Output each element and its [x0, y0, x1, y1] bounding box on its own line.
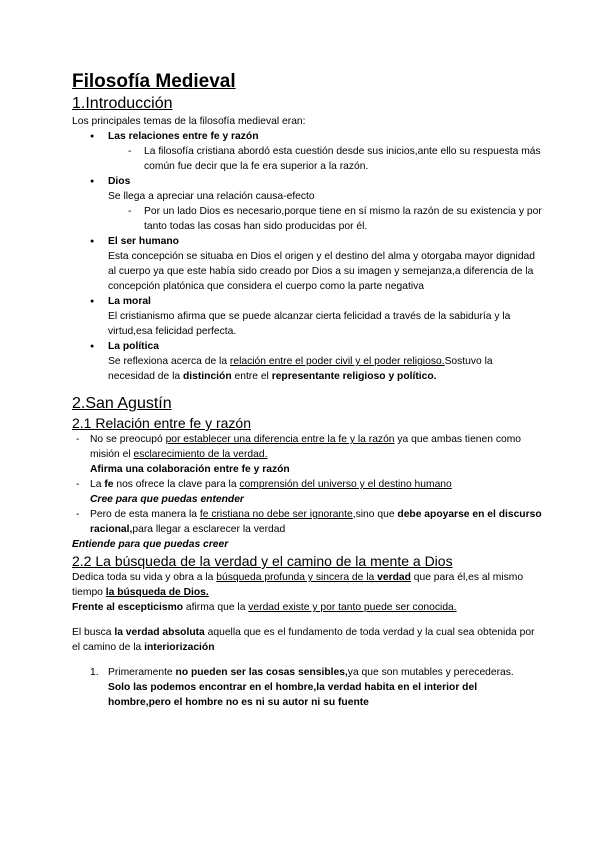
- bold-text: Frente al escepticismo: [72, 602, 184, 613]
- bold-text: debe apoyarse en el discurso racional,: [90, 509, 542, 535]
- text-run: ya que son mutables y perecederas.: [347, 667, 514, 678]
- paragraph: [72, 600, 542, 615]
- list-item: [72, 174, 542, 234]
- text-run: El busca: [72, 627, 115, 638]
- underlined-text: por establecer una diferencia entre la fe y la razón: [165, 434, 395, 445]
- list-item: [72, 432, 542, 477]
- list-item: [72, 129, 542, 174]
- underlined-text: verdad existe y por tanto puede ser conocida.: [248, 602, 457, 613]
- fe-razon-list: [72, 432, 542, 537]
- topic-label: El ser humano: [108, 236, 179, 247]
- bold-text: fe: [104, 479, 114, 490]
- topic-text: Se llega a apreciar una relación causa-efecto: [108, 191, 315, 202]
- topic-label: Dios: [108, 176, 131, 187]
- underlined-text: comprensión del universo y el destino humano: [239, 479, 452, 490]
- subsection-heading-fe-razon: 2.1 Relación entre fe y razón: [72, 415, 251, 431]
- text-run: para llegar a esclarecer la verdad: [132, 524, 286, 535]
- text-run: Primeramente: [108, 667, 176, 678]
- item-number: 1.: [90, 667, 99, 678]
- underlined-text: esclarecimiento de la verdad.: [133, 449, 268, 460]
- bold-text: la búsqueda de Dios.: [105, 587, 209, 598]
- numbered-item: [72, 665, 542, 710]
- page-title: Filosofía Medieval: [72, 71, 236, 92]
- text-run: La: [90, 479, 105, 490]
- topic-label: La política: [108, 341, 159, 352]
- topic-text: Esta concepción se situaba en Dios el origen y el destino del alma y otorgaba mayor dignidad al cuerpo ya que este había sido creado por Dios a su imagen y semejanza,a diferencia de la concepción platónica que considera el cuerpo como la parte negativa: [108, 251, 536, 292]
- bold-text: distinción: [183, 371, 232, 382]
- bold-italic-text: Cree para que puedas entender: [90, 494, 244, 505]
- section-heading-san-agustin: 2.San Agustín: [72, 395, 172, 412]
- text-run: No se preocupó: [90, 434, 166, 445]
- sub-item: - La filosofía cristiana abordó esta cuestión desde sus inicios,ante ello su respuesta más común fue decir que la fe era superior a la razón.: [108, 144, 542, 174]
- bold-text: verdad: [377, 572, 411, 583]
- document-page: [72, 70, 542, 710]
- sub-item: - Por un lado Dios es necesario,porque tiene en sí mismo la razón de su existencia y por tanto todas las cosas han sido producidas por él.: [108, 204, 542, 234]
- topic-text: [108, 354, 542, 384]
- list-item: [72, 234, 542, 294]
- topic-label: Las relaciones entre fe y razón: [108, 131, 259, 142]
- text-run: aquella que es el fundamento de toda verdad y la cual sea obtenida por el camino de la: [72, 627, 535, 653]
- text-run: nos ofrece la clave para la: [113, 479, 240, 490]
- text-run: ,sino que: [352, 509, 398, 520]
- text-run: que para él,es al mismo tiempo: [72, 572, 524, 598]
- text-run: Dedica toda su vida y obra a la: [72, 572, 217, 583]
- text-run: Pero de esta manera la: [90, 509, 200, 520]
- bold-text: interiorización: [144, 642, 215, 653]
- text-run: ya que ambas tienen como misión el: [90, 434, 522, 460]
- topic-text: El cristianismo afirma que se puede alcanzar cierta felicidad a través de la sabiduría y la virtud,esa felicidad perfecta.: [108, 311, 511, 337]
- bold-text: representante religioso y político.: [271, 371, 437, 382]
- text-run: Sostuvo la necesidad de la: [108, 356, 493, 382]
- topics-list: [72, 129, 542, 384]
- bold-text: no pueden ser las cosas sensibles,: [175, 667, 348, 678]
- text-run: entre el: [231, 371, 272, 382]
- bold-text: Afirma una colaboración entre fe y razón: [90, 464, 290, 475]
- paragraph: [72, 570, 542, 600]
- underlined-text: búsqueda profunda y sincera de la: [216, 572, 378, 583]
- list-item: [72, 477, 542, 507]
- list-item: [72, 507, 542, 537]
- underlined-text: relación entre el poder civil y el poder religioso.: [229, 356, 445, 367]
- subsection-heading-busqueda: 2.2 La búsqueda de la verdad y el camino de la mente a Dios: [72, 553, 453, 569]
- list-item: [72, 339, 542, 384]
- entiende-line: Entiende para que puedas creer: [72, 539, 229, 550]
- bold-text: Solo las podemos encontrar en el hombre,la verdad habita en el interior del hombre,pero el hombre no es ni su autor ni su fuente: [108, 682, 478, 708]
- paragraph: [72, 625, 542, 655]
- text-run: afirma que la: [183, 602, 249, 613]
- list-item: [72, 294, 542, 339]
- topic-label: La moral: [108, 296, 151, 307]
- underlined-text: fe cristiana no debe ser ignorante: [199, 509, 353, 520]
- intro-text: Los principales temas de la filosofía medieval eran:: [72, 116, 306, 127]
- bold-text: la verdad absoluta: [114, 627, 205, 638]
- section-heading-introduccion: 1.Introducción: [72, 95, 173, 112]
- text-run: Se reflexiona acerca de la: [108, 356, 230, 367]
